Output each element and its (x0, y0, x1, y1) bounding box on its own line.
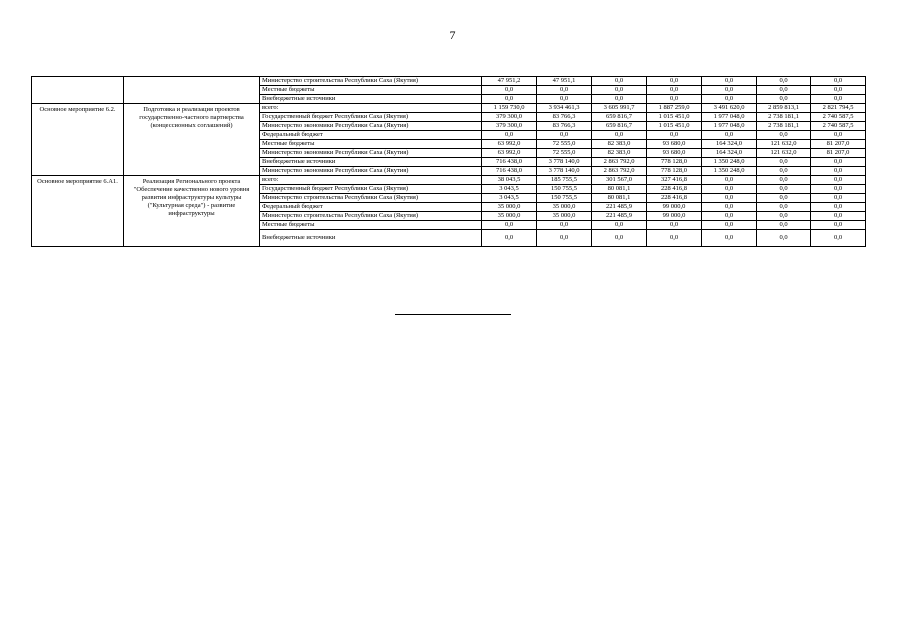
amount-cell: 0,0 (702, 95, 757, 104)
amount-cell: 228 416,8 (647, 185, 702, 194)
amount-cell: 81 207,0 (811, 140, 866, 149)
amount-cell: 2 863 792,0 (592, 158, 647, 167)
funding-source-cell: Федеральный бюджет (260, 203, 482, 212)
amount-cell: 0,0 (811, 221, 866, 230)
amount-cell: 659 816,7 (592, 122, 647, 131)
amount-cell: 3 491 620,0 (702, 104, 757, 113)
funding-table (31, 76, 866, 247)
amount-cell: 2 740 587,5 (811, 113, 866, 122)
funding-source-cell: Местные бюджеты (260, 221, 482, 230)
amount-cell: 121 632,0 (757, 140, 811, 149)
amount-cell: 0,0 (482, 221, 537, 230)
amount-cell: 83 766,3 (537, 122, 592, 131)
amount-cell: 1 159 730,0 (482, 104, 537, 113)
funding-source-cell: Федеральный бюджет (260, 131, 482, 140)
funding-source-cell: Местные бюджеты (260, 140, 482, 149)
funding-source-cell: Министерство строительства Республики Саха (Якутия) (260, 212, 482, 221)
amount-cell: 0,0 (811, 185, 866, 194)
amount-cell: 0,0 (592, 86, 647, 95)
amount-cell: 150 755,5 (537, 185, 592, 194)
amount-cell: 0,0 (757, 194, 811, 203)
amount-cell: 82 383,0 (592, 149, 647, 158)
funding-source-cell: Министерство экономики Республики Саха (Якутия) (260, 122, 482, 131)
amount-cell: 221 485,9 (592, 203, 647, 212)
funding-source-cell: Министерство строительства Республики Саха (Якутия) (260, 77, 482, 86)
amount-cell: 93 680,0 (647, 149, 702, 158)
activity-title-cell: Основное мероприятие 6.А1. (32, 176, 124, 247)
amount-cell: 0,0 (592, 131, 647, 140)
amount-cell: 0,0 (757, 86, 811, 95)
amount-cell: 0,0 (811, 158, 866, 167)
amount-cell: 2 740 587,5 (811, 122, 866, 131)
funding-source-cell: Внебюджетные источники (260, 158, 482, 167)
amount-cell: 0,0 (482, 95, 537, 104)
amount-cell: 0,0 (811, 203, 866, 212)
amount-cell: 3 605 991,7 (592, 104, 647, 113)
amount-cell: 0,0 (811, 77, 866, 86)
end-of-document-line (395, 314, 511, 315)
activity-description-cell: Подготовка и реализация проектов государственно-частного партнерства (концессионных соглашений) (124, 104, 260, 176)
table-row (32, 176, 866, 185)
amount-cell: 0,0 (811, 176, 866, 185)
amount-cell: 0,0 (757, 95, 811, 104)
amount-cell: 0,0 (702, 203, 757, 212)
activity-description-cell: Реализация Регионального проекта "Обеспечение качественно нового уровня развития инфраструктуры культуры ("Культурная среда") - развитие инфраструктуры (124, 176, 260, 247)
amount-cell: 0,0 (702, 185, 757, 194)
amount-cell: 0,0 (592, 95, 647, 104)
amount-cell: 778 128,0 (647, 158, 702, 167)
amount-cell: 0,0 (592, 77, 647, 86)
amount-cell: 0,0 (537, 221, 592, 230)
amount-cell: 35 000,0 (537, 212, 592, 221)
amount-cell: 0,0 (482, 230, 537, 247)
amount-cell: 778 128,0 (647, 167, 702, 176)
amount-cell: 164 324,0 (702, 140, 757, 149)
amount-cell: 0,0 (537, 86, 592, 95)
activity-title-cell (32, 77, 124, 104)
amount-cell: 0,0 (702, 194, 757, 203)
amount-cell: 716 438,0 (482, 167, 537, 176)
amount-cell: 99 000,0 (647, 203, 702, 212)
funding-source-cell: Министерство строительства Республики Саха (Якутия) (260, 194, 482, 203)
amount-cell: 0,0 (757, 185, 811, 194)
amount-cell: 164 324,0 (702, 149, 757, 158)
amount-cell: 35 000,0 (482, 212, 537, 221)
amount-cell: 3 043,5 (482, 194, 537, 203)
amount-cell: 1 350 248,0 (702, 158, 757, 167)
amount-cell: 93 680,0 (647, 140, 702, 149)
amount-cell: 80 081,1 (592, 185, 647, 194)
amount-cell: 0,0 (647, 77, 702, 86)
amount-cell: 0,0 (537, 131, 592, 140)
amount-cell: 80 081,1 (592, 194, 647, 203)
amount-cell: 72 555,0 (537, 140, 592, 149)
amount-cell: 121 632,0 (757, 149, 811, 158)
activity-description-cell (124, 77, 260, 104)
amount-cell: 150 755,5 (537, 194, 592, 203)
amount-cell: 1 977 048,0 (702, 122, 757, 131)
amount-cell: 47 951,2 (482, 77, 537, 86)
amount-cell: 228 416,8 (647, 194, 702, 203)
amount-cell: 63 992,0 (482, 149, 537, 158)
amount-cell: 301 567,0 (592, 176, 647, 185)
amount-cell: 0,0 (482, 131, 537, 140)
amount-cell: 3 778 140,0 (537, 158, 592, 167)
amount-cell: 0,0 (702, 131, 757, 140)
amount-cell: 0,0 (647, 95, 702, 104)
funding-source-cell: всего: (260, 104, 482, 113)
amount-cell: 379 300,0 (482, 113, 537, 122)
amount-cell: 2 863 792,0 (592, 167, 647, 176)
amount-cell: 3 778 140,0 (537, 167, 592, 176)
amount-cell: 1 015 451,0 (647, 122, 702, 131)
amount-cell: 221 485,9 (592, 212, 647, 221)
amount-cell: 0,0 (757, 158, 811, 167)
amount-cell: 2 738 181,1 (757, 122, 811, 131)
amount-cell: 0,0 (537, 230, 592, 247)
funding-table-body (32, 77, 866, 247)
amount-cell: 0,0 (702, 212, 757, 221)
amount-cell: 1 015 451,0 (647, 113, 702, 122)
funding-source-cell: Государственный бюджет Республики Саха (Якутия) (260, 113, 482, 122)
amount-cell: 0,0 (757, 131, 811, 140)
amount-cell: 0,0 (811, 86, 866, 95)
amount-cell: 0,0 (702, 230, 757, 247)
amount-cell: 0,0 (592, 221, 647, 230)
amount-cell: 0,0 (702, 77, 757, 86)
amount-cell: 0,0 (811, 131, 866, 140)
amount-cell: 0,0 (647, 86, 702, 95)
amount-cell: 0,0 (811, 194, 866, 203)
funding-source-cell: Внебюджетные источники (260, 230, 482, 247)
amount-cell: 0,0 (592, 230, 647, 247)
activity-title-cell: Основное мероприятие 6.2. (32, 104, 124, 176)
amount-cell: 2 738 181,1 (757, 113, 811, 122)
table-row (32, 77, 866, 86)
page-number: 7 (449, 28, 456, 42)
amount-cell: 379 300,0 (482, 122, 537, 131)
amount-cell: 3 043,5 (482, 185, 537, 194)
amount-cell: 0,0 (811, 95, 866, 104)
amount-cell: 0,0 (647, 221, 702, 230)
amount-cell: 63 992,0 (482, 140, 537, 149)
amount-cell: 0,0 (757, 230, 811, 247)
amount-cell: 35 000,0 (482, 203, 537, 212)
funding-source-cell: Внебюджетные источники (260, 95, 482, 104)
amount-cell: 716 438,0 (482, 158, 537, 167)
amount-cell: 2 821 794,5 (811, 104, 866, 113)
amount-cell: 0,0 (647, 131, 702, 140)
amount-cell: 0,0 (757, 176, 811, 185)
amount-cell: 35 000,0 (537, 203, 592, 212)
amount-cell: 99 000,0 (647, 212, 702, 221)
amount-cell: 0,0 (757, 203, 811, 212)
funding-source-cell: Министерство экономики Республики Саха (Якутия) (260, 149, 482, 158)
amount-cell: 0,0 (482, 86, 537, 95)
amount-cell: 185 755,5 (537, 176, 592, 185)
amount-cell: 0,0 (757, 221, 811, 230)
amount-cell: 659 816,7 (592, 113, 647, 122)
amount-cell: 0,0 (811, 230, 866, 247)
amount-cell: 2 859 813,1 (757, 104, 811, 113)
funding-source-cell: Местные бюджеты (260, 86, 482, 95)
amount-cell: 0,0 (811, 167, 866, 176)
amount-cell: 81 207,0 (811, 149, 866, 158)
amount-cell: 327 416,8 (647, 176, 702, 185)
amount-cell: 3 934 461,3 (537, 104, 592, 113)
amount-cell: 0,0 (757, 77, 811, 86)
amount-cell: 1 350 248,0 (702, 167, 757, 176)
amount-cell: 0,0 (811, 212, 866, 221)
amount-cell: 82 383,0 (592, 140, 647, 149)
amount-cell: 1 977 048,0 (702, 113, 757, 122)
funding-source-cell: Государственный бюджет Республики Саха (Якутия) (260, 185, 482, 194)
amount-cell: 0,0 (757, 212, 811, 221)
amount-cell: 83 766,3 (537, 113, 592, 122)
amount-cell: 0,0 (647, 230, 702, 247)
amount-cell: 0,0 (702, 86, 757, 95)
amount-cell: 0,0 (757, 167, 811, 176)
funding-source-cell: Министерство экономики Республики Саха (Якутия) (260, 167, 482, 176)
amount-cell: 38 043,5 (482, 176, 537, 185)
amount-cell: 0,0 (537, 95, 592, 104)
amount-cell: 1 887 259,0 (647, 104, 702, 113)
amount-cell: 72 555,0 (537, 149, 592, 158)
amount-cell: 0,0 (702, 221, 757, 230)
funding-source-cell: всего: (260, 176, 482, 185)
amount-cell: 47 951,1 (537, 77, 592, 86)
table-row (32, 104, 866, 113)
amount-cell: 0,0 (702, 176, 757, 185)
